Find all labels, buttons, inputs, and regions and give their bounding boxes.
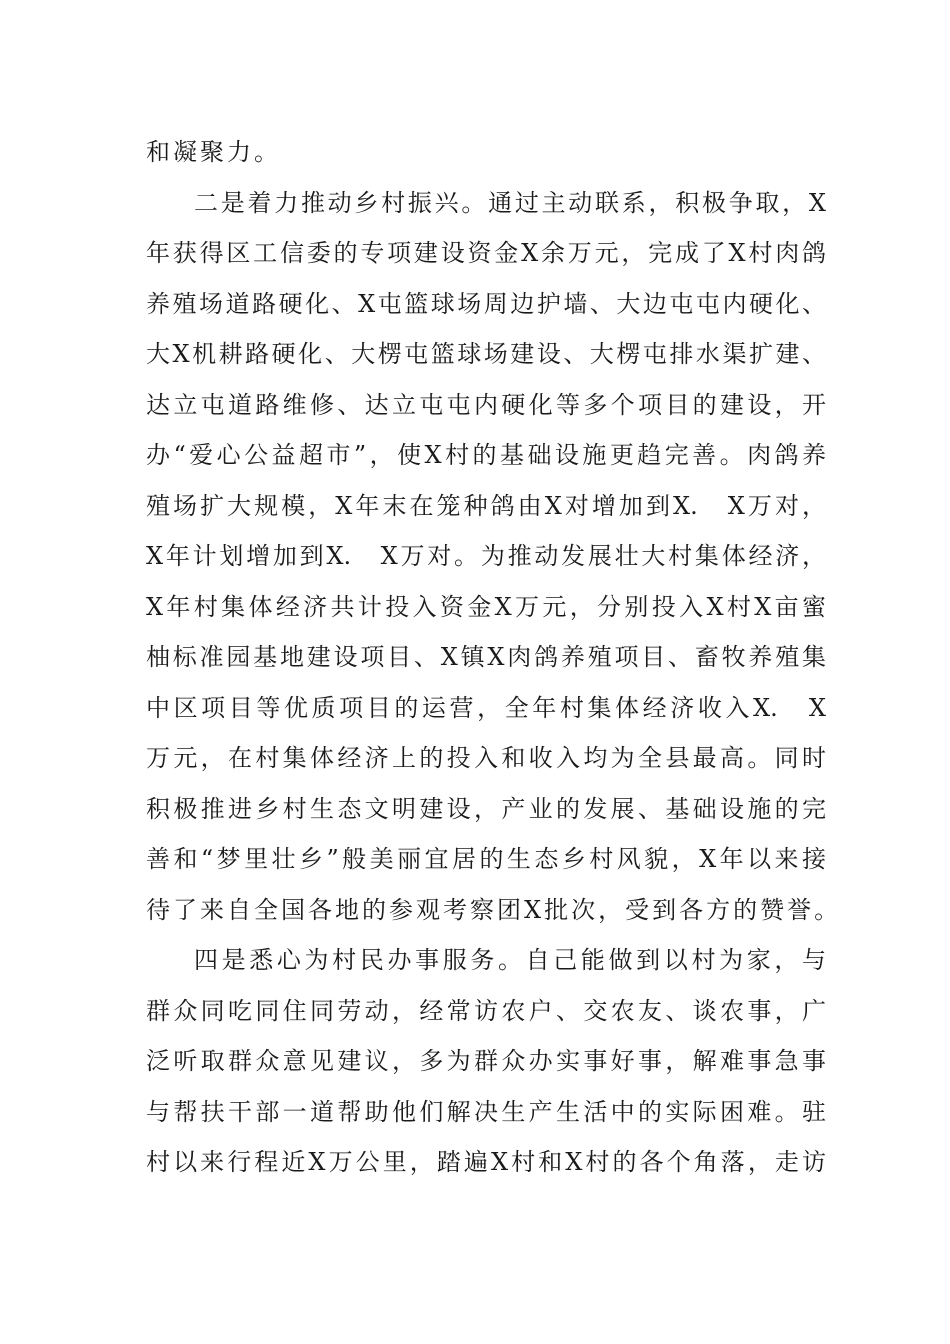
text-line: 万元，在村集体经济上的投入和收入均为全县最高。同时 — [146, 744, 826, 772]
text-line: 与帮扶干部一道帮助他们解决生产生活中的实际困难。驻 — [146, 1097, 826, 1126]
text-line: 待了来自全国各地的参观考察团X批次，受到各方的赞誉。 — [146, 895, 842, 924]
text-line: 积极推进乡村生态文明建设，产业的发展、基础设施的完 — [146, 794, 826, 823]
text-line: 二是着力推动乡村振兴。通过主动联系，积极争取，X — [194, 188, 826, 217]
text-line: X年计划增加到X. X万对。为推动发展壮大村集体经济， — [146, 542, 826, 570]
text-line: 群众同吃同住同劳动，经常访农户、交农友、谈农事，广 — [146, 996, 826, 1025]
text-line: 年获得区工信委的专项建设资金X余万元，完成了X村肉鸽 — [146, 239, 826, 267]
text-line: 四是悉心为村民办事服务。自己能做到以村为家，与 — [194, 946, 826, 974]
body-text — [146, 127, 842, 1188]
text-line: 和凝聚力。 — [146, 138, 281, 166]
text-line: 殖场扩大规模，X年末在笼种鸽由X对增加到X. X万对， — [146, 491, 826, 520]
text-line: 办“爱心公益超市”，使X村的基础设施更趋完善。肉鸽养 — [146, 441, 826, 469]
text-line: 中区项目等优质项目的运营，全年村集体经济收入X. X — [146, 693, 826, 722]
text-line: 达立屯道路维修、达立屯屯内硬化等多个项目的建设，开 — [146, 390, 826, 419]
text-line: 大X机耕路硬化、大楞屯篮球场建设、大楞屯排水渠扩建、 — [146, 340, 826, 368]
text-line: 善和“梦里壮乡”般美丽宜居的生态乡村风貌，X年以来接 — [146, 845, 826, 873]
text-line: 泛听取群众意见建议，多为群众办实事好事，解难事急事 — [146, 1047, 826, 1075]
text-line: 柚标准园基地建设项目、X镇X肉鸽养殖项目、畜牧养殖集 — [146, 643, 826, 671]
text-line: 村以来行程近X万公里，踏遍X村和X村的各个角落，走访 — [146, 1148, 826, 1176]
text-line: X年村集体经济共计投入资金X万元，分别投入X村X亩蜜 — [146, 592, 826, 621]
text-line: 养殖场道路硬化、X屯篮球场周边护墙、大边屯屯内硬化、 — [146, 289, 826, 318]
